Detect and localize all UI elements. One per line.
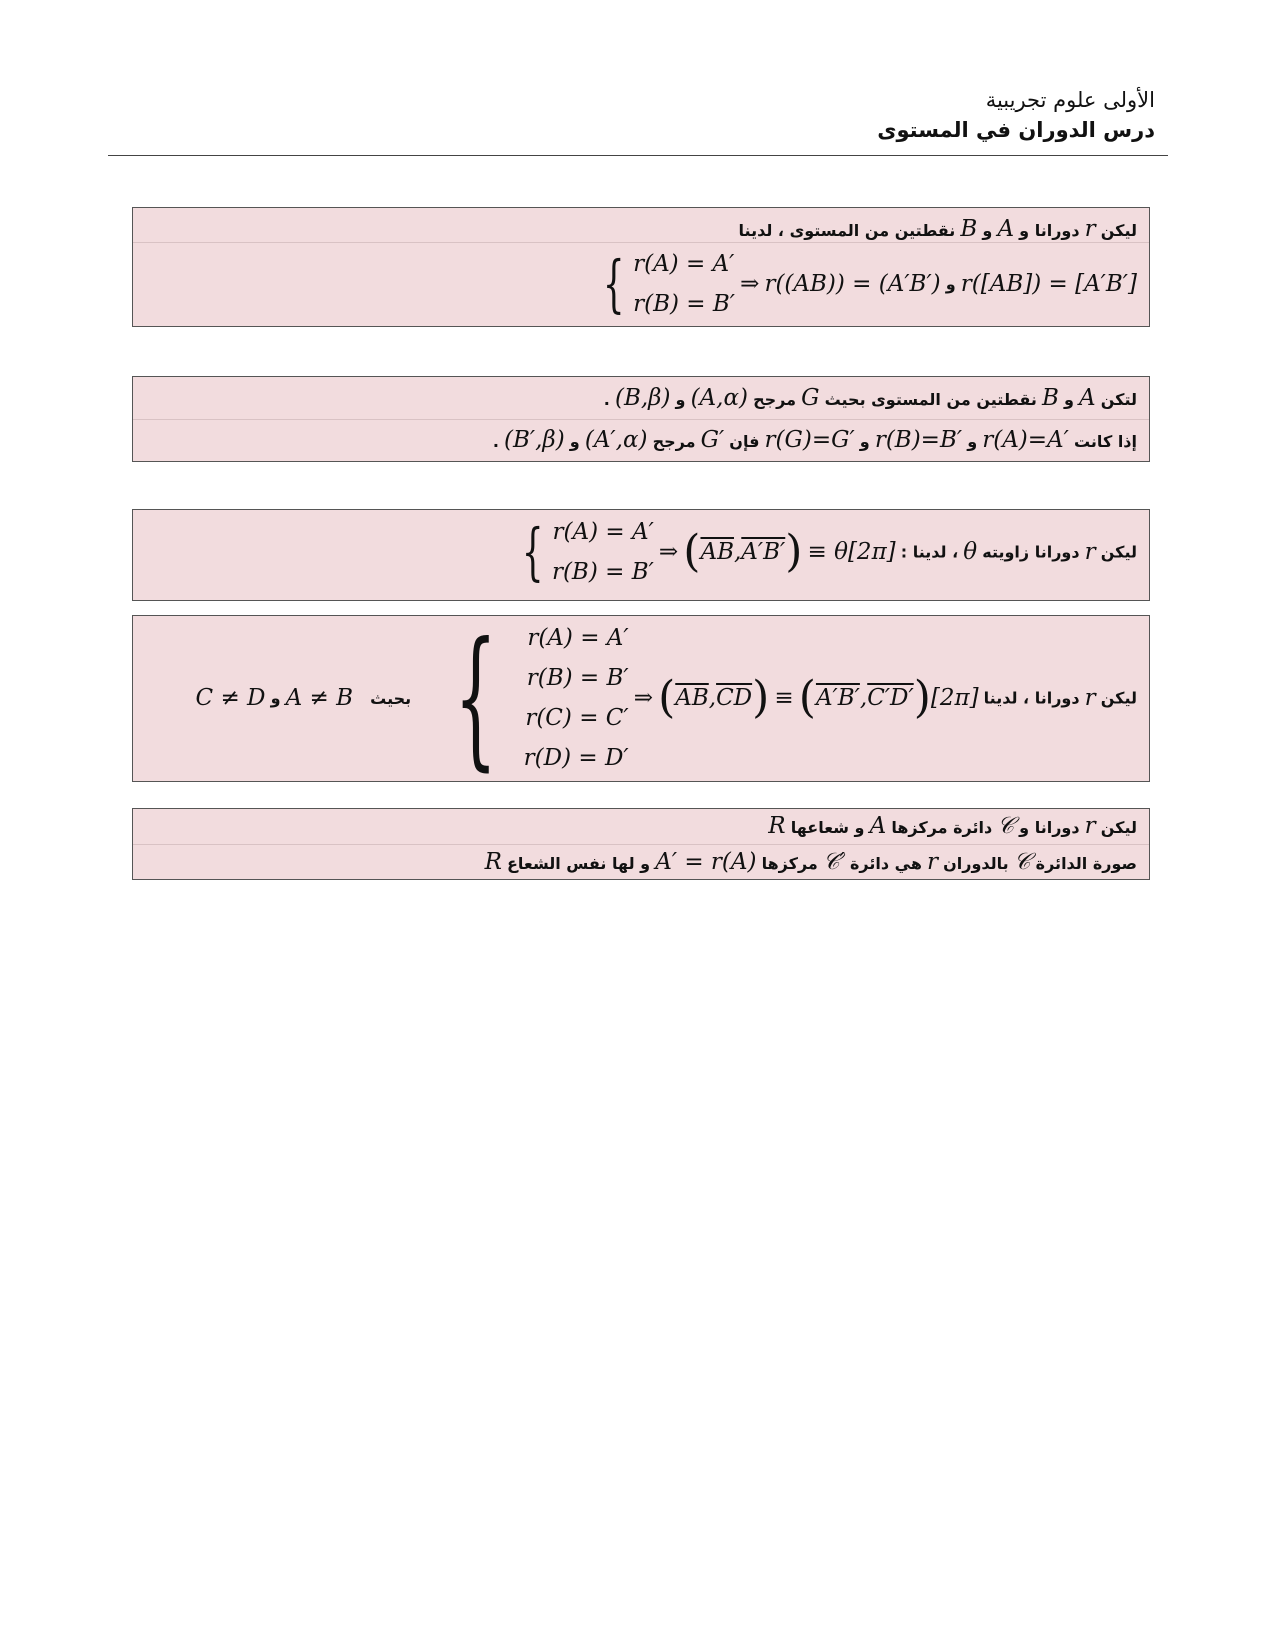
box2-math: (A,α) [690,385,748,411]
box4-math-r: r [1084,685,1096,711]
box4-equiv: ≡ [774,685,794,711]
box1-separator [133,242,1149,243]
box3-line [133,512,1149,592]
box1-math-r: r [1084,216,1096,242]
box5-text: و لها نفس الشعاع [506,854,651,873]
box4-paren: ( [658,672,676,723]
box2-math: B [1041,385,1059,411]
box2-text: نقطتين من المستوى بحيث [824,390,1037,409]
box1-system [594,244,735,324]
box3-comma: , [733,539,742,565]
left-brace-icon: { [521,515,544,588]
box4-line [133,611,1149,785]
box5-math: r [927,849,939,875]
box5-text: مركزها [761,854,818,873]
box3-vector-ApBp: A′B′ [741,539,786,565]
box3-sys-line: r(B) = B′ [551,559,654,585]
box5-text: دورانا و [1019,818,1080,837]
box1-sys-line: r(B) = B′ [633,291,735,317]
box4-vector-CpDp: C′D′ [867,685,914,711]
box4-mod: [2π] [930,685,979,711]
box2-text: و [675,390,686,409]
box4-paren: ( [798,672,816,723]
header-rule [108,155,1168,156]
box2-text: لتكن [1100,390,1137,409]
box5-math: 𝒞 [1013,849,1031,875]
box2-text: مرجح [753,390,796,409]
box4-text: دورانا ، لدينا [983,688,1080,708]
box3-sys-line: r(A) = A′ [552,519,654,545]
box4-sys-line: r(D) = D′ [523,745,629,771]
box5-line1 [133,810,1149,844]
box3-paren-open: ( [683,526,701,577]
box2-text: و [1063,390,1074,409]
box1-math-A: A [997,216,1015,242]
box5-math: A′ = r(A) [655,849,757,875]
box4-sys-line: r(B) = B′ [526,665,629,691]
box5-math: 𝒞 [997,813,1015,839]
box2-text: مرجح [652,432,696,451]
box1-implies: ⇒ [740,271,760,297]
box3-math-r: r [1084,539,1096,565]
box5-text: هي دائرة [849,854,922,873]
box1-text: دورانا و [1019,221,1080,240]
box5-math: R [768,813,786,839]
box2-text: . [603,390,610,409]
box2-math: G′ [700,427,725,453]
box5-math: r [1084,813,1096,839]
box4-comma: , [859,685,868,711]
box4-vector-CD: $\overline{CD}$ [716,685,753,711]
box4-vector-ApBp: A′B′ [815,685,860,711]
box1-result-segment: r([AB]) = [A′B′] [960,271,1137,297]
box1-and: و [945,274,956,294]
left-brace-icon: { [454,611,498,785]
box4-math: A ≠ B [285,685,354,711]
box1-sys-line: r(A) = A′ [633,251,735,277]
box4-math: C ≠ D [195,685,266,711]
box5-text: بالدوران [943,854,1009,873]
box4-paren: ) [752,672,770,723]
box2-math: r(B)=B′ [874,427,963,453]
box-rotation-angle [132,509,1150,601]
box5-text: ليكن [1100,818,1137,837]
box2-line2 [133,422,1149,460]
box-rotation-line-segment [132,207,1150,327]
box4-sys-line: r(A) = A′ [527,625,629,651]
box4-formula [428,611,979,785]
box5-line2 [133,846,1149,880]
box4-comma: , [708,685,717,711]
box3-implies: ⇒ [658,539,679,565]
box4-text: ليكن [1100,688,1137,708]
box2-separator [133,419,1149,420]
box5-math: A [869,813,887,839]
box4-text: و [270,688,281,708]
box5-text: دائرة مركزها [891,818,993,837]
box1-formula [594,244,1137,324]
box-rotation-conserves-angles [132,611,1150,785]
box1-text: ليكن [1100,221,1137,240]
box2-math: r(G)=G′ [764,427,855,453]
header-lesson-title: درس الدوران في المستوى [877,118,1155,142]
box2-text: و [859,432,870,451]
box4-vector-AB: $\overline{AB}$ [675,685,709,711]
box3-text: ليكن [1100,542,1137,562]
box2-text: و [569,432,580,451]
box-rotation-barycenter [132,376,1150,462]
box5-text: صورة الدائرة [1035,854,1137,873]
box4-sys-line: r(C) = C′ [525,705,629,731]
box2-math: (B′,β) [504,427,565,453]
box2-text: إذا كانت [1073,432,1137,451]
box4-implies: ⇒ [633,685,653,711]
box3-math-theta: θ [963,539,978,565]
box2-text: . [492,432,499,451]
box2-line1 [133,381,1149,417]
box1-result-line: r((AB)) = (A′B′) [764,271,941,297]
box3-equiv: ≡ θ[2π] [807,539,896,565]
box3-text: ، لدينا : [900,542,959,562]
box5-math: R [484,849,502,875]
box1-text: و [982,221,993,240]
box2-math: G [801,385,820,411]
box1-math-B: B [960,216,978,242]
box2-text: و [967,432,978,451]
box2-math: A [1079,385,1096,411]
box5-math: 𝒞′ [822,849,845,875]
header-level: الأولى علوم تجريبية [985,88,1155,112]
box3-paren-close: ) [785,526,803,577]
box2-text: فإن [729,432,760,451]
box-rotation-circle [132,808,1150,880]
box4-paren: ) [913,672,931,723]
box1-text: نقطتين من المستوى ، لدينا [738,221,956,240]
box2-math: (A′,α) [584,427,648,453]
box3-formula [513,512,896,592]
box3-text: دورانا زاويته [982,542,1080,562]
box2-math: r(A)=A′ [982,427,1069,453]
box3-vector-AB: $\overline{AB}$ [700,539,734,565]
left-brace-icon: { [602,247,625,320]
box4-text: بحيث [370,688,412,708]
box5-separator [133,844,1149,845]
box2-math: (B,β) [614,385,671,411]
box5-text: و شعاعها [790,818,865,837]
